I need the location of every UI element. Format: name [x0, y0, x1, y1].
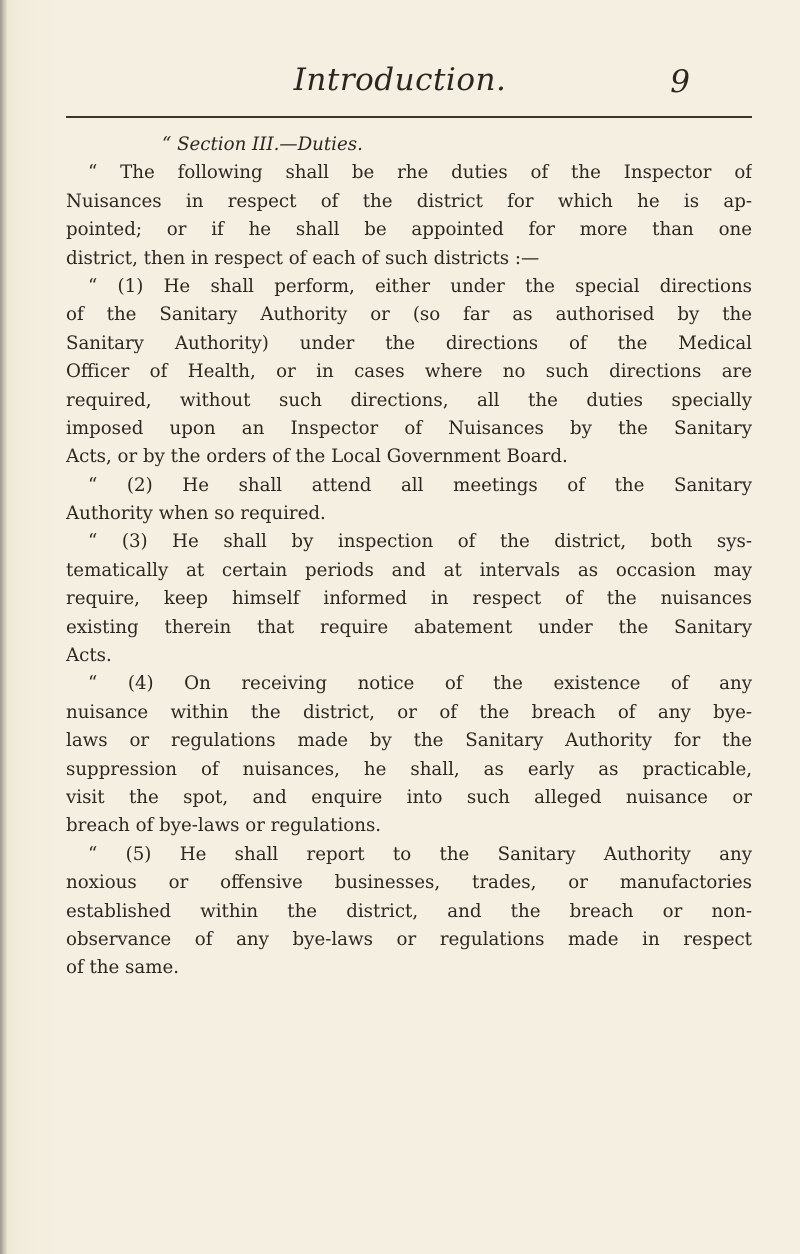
- section-heading: “ Section III.—Duties.: [162, 134, 363, 155]
- text-line: Acts, or by the orders of the Local Government Board.: [66, 446, 568, 468]
- text-line: “ (4) On receiving notice of the existence of any: [88, 673, 752, 695]
- text-line: of the Sanitary Authority or (so far as authorised by the: [66, 304, 752, 326]
- text-line: Acts.: [66, 645, 112, 667]
- text-line: of the same.: [66, 957, 179, 979]
- text-line: Nuisances in respect of the district for which he is ap-: [66, 190, 752, 212]
- text-line: “ (3) He shall by inspection of the district, both sys-: [88, 531, 752, 553]
- text-line: “ (2) He shall attend all meetings of the Sanitary: [88, 474, 752, 496]
- binding-edge: [0, 0, 7, 1254]
- text-line: suppression of nuisances, he shall, as early as practicable,: [66, 758, 752, 780]
- text-line: required, without such directions, all the duties specially: [66, 389, 752, 411]
- text-line: Sanitary Authority) under the directions of the Medical: [66, 332, 752, 354]
- text-line: visit the spot, and enquire into such alleged nuisance or: [66, 786, 752, 808]
- text-line: established within the district, and the breach or non-: [66, 900, 752, 922]
- text-line: “ The following shall be rhe duties of the Inspector of: [88, 162, 752, 184]
- text-line: observance of any bye-laws or regulations made in respect: [66, 928, 752, 950]
- text-line: noxious or offensive businesses, trades, or manufactories: [66, 872, 752, 894]
- text-line: existing therein that require abatement under the Sanitary: [66, 616, 752, 638]
- text-line: “ (1) He shall perform, either under the special directions: [88, 275, 752, 297]
- page-header: [0, 62, 800, 102]
- page-number: 9: [670, 64, 690, 100]
- text-line: district, then in respect of each of such districts :—: [66, 247, 540, 269]
- header-rule: [66, 116, 752, 118]
- text-line: tematically at certain periods and at intervals as occasion may: [66, 559, 752, 581]
- text-line: laws or regulations made by the Sanitary Authority for the: [66, 730, 752, 752]
- text-line: nuisance within the district, or of the breach of any bye-: [66, 701, 752, 723]
- running-title: Introduction.: [293, 62, 507, 98]
- text-line: pointed; or if he shall be appointed for more than one: [66, 219, 752, 241]
- text-line: require, keep himself informed in respect of the nuisances: [66, 588, 752, 610]
- text-line: imposed upon an Inspector of Nuisances by the Sanitary: [66, 417, 752, 439]
- body-text: [66, 131, 752, 983]
- text-line: “ (5) He shall report to the Sanitary Authority any: [88, 843, 752, 865]
- text-line: Officer of Health, or in cases where no such directions are: [66, 361, 752, 383]
- text-line: breach of bye-laws or regulations.: [66, 815, 382, 837]
- text-line: Authority when so required.: [66, 503, 326, 525]
